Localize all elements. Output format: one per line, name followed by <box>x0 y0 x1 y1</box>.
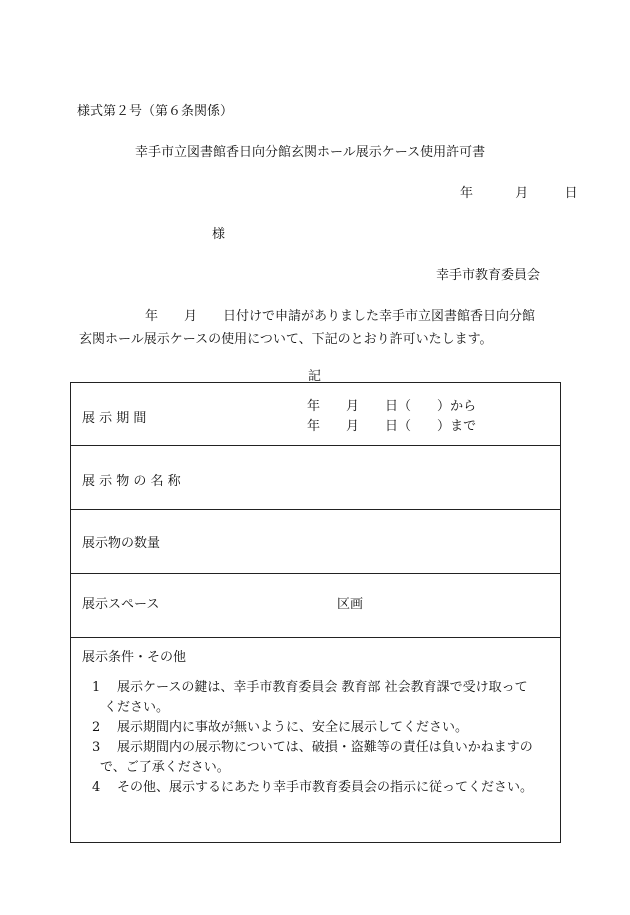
item-name-row <box>71 446 561 510</box>
to-year: 年 <box>307 419 321 434</box>
condition-text: 展示期間内の展示物については、破損・盗難等の責任は負いかねますの <box>117 740 533 755</box>
addressee-suffix: 様 <box>212 227 226 242</box>
permit-statement-line-1: 年 月 日付けで申請がありました幸手市立図書館香日向分館 <box>145 309 536 324</box>
condition-text: 展示ケースの鍵は、幸手市教育委員会 教育部 社会教育課で受け取って <box>117 680 528 695</box>
conditions-label: 展示条件・その他 <box>82 650 187 665</box>
to-month: 月 <box>346 419 360 434</box>
date-year: 年 <box>460 186 474 201</box>
item-count-label: 展示物の数量 <box>82 536 161 551</box>
condition-text-cont: ください。 <box>104 700 170 715</box>
condition-item <box>71 778 562 798</box>
space-label: 展示スペース <box>82 597 160 612</box>
condition-item <box>71 678 562 718</box>
conditions-list <box>71 678 562 798</box>
form-number: 様式第２号（第６条関係） <box>77 104 234 119</box>
condition-number: 3 <box>92 740 101 755</box>
condition-text: その他、展示するにあたり幸手市教育委員会の指示に従ってください。 <box>117 780 534 795</box>
period-row <box>71 383 561 446</box>
from-suffix: から <box>450 399 477 414</box>
condition-text: 展示期間内に事故が無いように、安全に展示してください。 <box>117 720 469 735</box>
condition-item <box>71 738 562 778</box>
item-name-label: 展 示 物 の 名 称 <box>82 474 181 489</box>
condition-number: 1 <box>92 680 101 695</box>
space-unit: 区画 <box>337 597 364 612</box>
from-month: 月 <box>346 399 360 414</box>
period-label: 展 示 期 間 <box>82 411 147 426</box>
item-count-row <box>71 510 561 574</box>
permit-statement <box>79 305 535 351</box>
period-to <box>307 415 476 434</box>
permit-details-table <box>70 382 561 843</box>
condition-number: 4 <box>92 780 101 795</box>
space-row <box>71 574 561 638</box>
issuer-name: 幸手市教育委員会 <box>436 268 541 283</box>
permit-statement-line-2: 玄関ホール展示ケースの使用について、下記のとおり許可いたします。 <box>79 332 493 347</box>
date-month: 月 <box>515 186 529 201</box>
condition-text-cont: で、ご了承ください。 <box>100 760 230 775</box>
to-suffix: まで <box>450 419 477 434</box>
from-weekday: （ ） <box>398 399 451 414</box>
condition-number: 2 <box>92 720 101 735</box>
to-day: 日 <box>385 419 399 434</box>
to-weekday: （ ） <box>398 419 451 434</box>
from-year: 年 <box>307 399 321 414</box>
date-day: 日 <box>564 186 578 201</box>
condition-item <box>71 718 562 738</box>
document-title: 幸手市立図書館香日向分館玄関ホール展示ケース使用許可書 <box>135 145 486 160</box>
conditions-row <box>71 638 561 843</box>
issue-date <box>460 182 578 201</box>
period-from <box>307 395 476 414</box>
ki-heading: 記 <box>308 369 322 384</box>
from-day: 日 <box>385 399 399 414</box>
